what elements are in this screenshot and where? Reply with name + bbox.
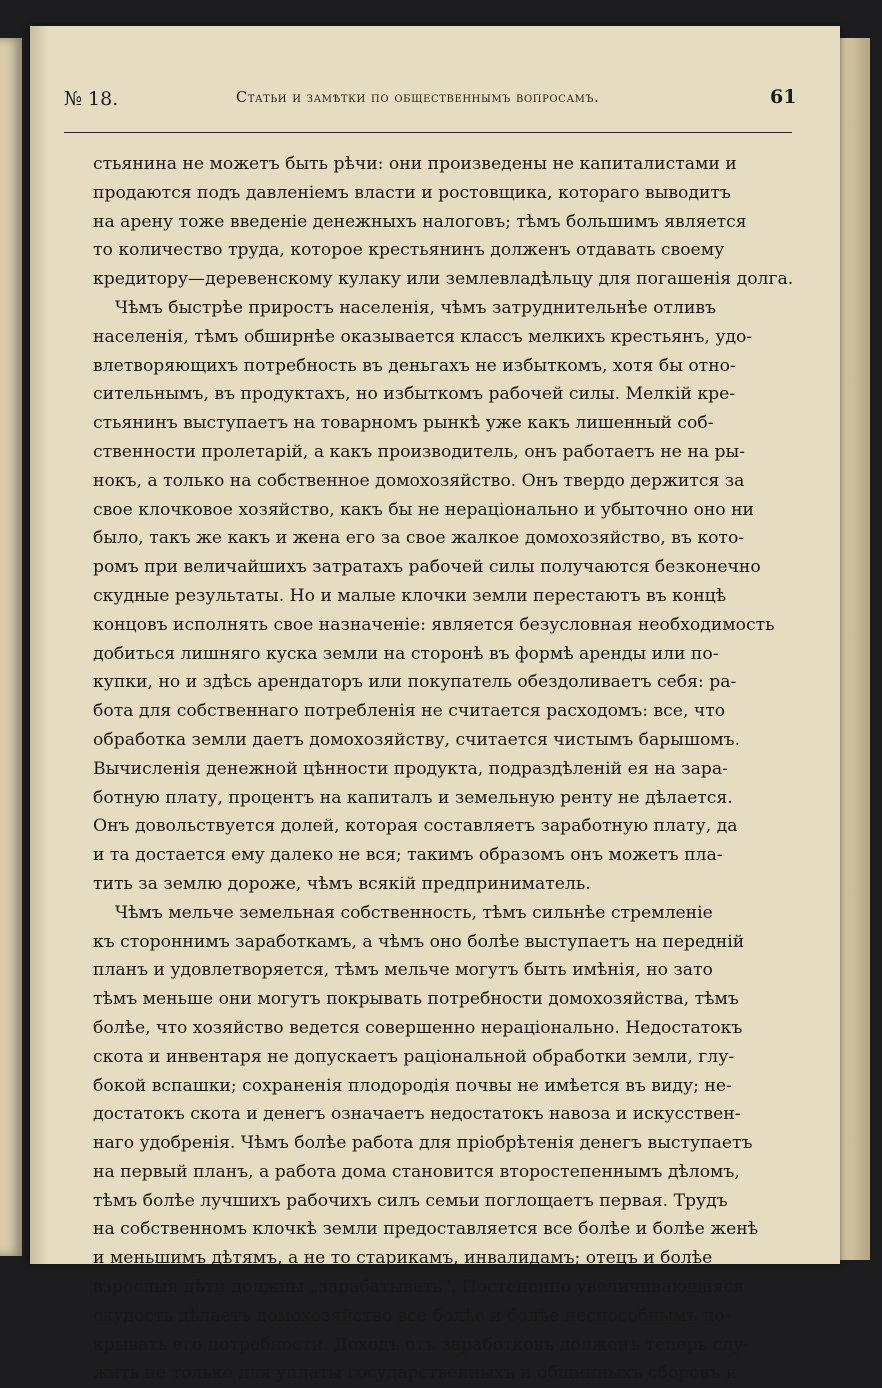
text-line: на первый планъ, а работа дома становится второстепеннымъ дѣломъ, [93,1161,740,1182]
text-line: нокъ, а только на собственное домохозяйство. Онъ твердо держится за [93,470,745,491]
header-rule [64,132,792,133]
text-line: планъ и удовлетворяется, тѣмъ мельче могутъ быть имѣнія, но зато [93,960,713,981]
text-line: кредитору—деревенскому кулаку или землевладѣльцу для погашенія долга. [93,269,794,290]
text-line: и меньшимъ дѣтямъ, а не то старикамъ, инвалидамъ; отецъ и болѣе [93,1248,713,1269]
text-line: населенія, тѣмъ обширнѣе оказывается классъ мелкихъ крестьянъ, удо- [93,326,753,347]
text-line: достатокъ скота и денегъ означаетъ недостатокъ навоза и искусствен- [93,1104,741,1125]
text-line: Вычисленія денежной цѣнности продукта, подраздѣленій ея на зара- [93,758,728,779]
running-header [64,84,797,114]
text-line: тѣмъ меньше они могутъ покрывать потребности домохозяйства, тѣмъ [93,989,739,1010]
book-page [30,26,840,1384]
text-line: Онъ довольствуется долей, которая составляетъ заработную плату, да [93,816,738,837]
text-line: обработка земли даетъ домохозяйству, считается чистымъ барышомъ. [93,729,741,750]
text-line: скудные результаты. Но и малые клочки земли перестаютъ въ концѣ [93,585,727,606]
text-line: продаются подъ давленіемъ власти и ростовщика, котораго выводитъ [93,182,731,203]
text-line: на собственномъ клочкѣ земли предоставляется все болѣе и болѣе женѣ [93,1219,759,1240]
text-line: купки, но и здѣсь арендаторъ или покупатель обездоливаетъ себя: ра- [93,672,737,693]
issue-number: № 18. [64,88,119,110]
text-line: болѣе, что хозяйство ведется совершенно нераціонально. Недостатокъ [93,1017,743,1038]
text-line: бокой вспашки; сохраненія плодородія почвы не имѣется въ виду; не- [93,1075,732,1096]
text-line: жить не только для уплаты государственныхъ и общинныхъ сборовъ и [93,1363,738,1384]
text-line: добиться лишняго куска земли на сторонѣ въ формѣ аренды или по- [93,643,719,664]
text-line: было, такъ же какъ и жена его за свое жалкое домохозяйство, въ кото- [93,528,745,549]
text-line: стьянинъ выступаетъ на товарномъ рынкѣ уже какъ лишенный соб- [93,413,714,434]
text-line: ботную плату, процентъ на капиталъ и земельную ренту не дѣлается. [93,787,733,808]
page-number: 61 [770,86,797,108]
text-line: на арену тоже введеніе денежныхъ налоговъ; тѣмъ большимъ является [93,211,747,232]
text-line: бота для собственнаго потребленія не считается расходомъ: все, что [93,701,726,722]
text-line: Чѣмъ быстрѣе приростъ населенія, чѣмъ затруднительнѣе отливъ [93,297,717,318]
text-line: концовъ исполнять свое назначеніе: является безусловная необходимость [93,614,775,635]
text-line: скота и инвентаря не допускаетъ раціональной обработки земли, глу- [93,1046,735,1067]
text-line: Чѣмъ мельче земельная собственность, тѣмъ сильнѣе стремленіе [93,902,713,923]
previous-page-edge [0,38,22,1256]
text-line: тить за землю дороже, чѣмъ всякій предприниматель. [93,873,591,894]
text-line: крывать его потребности. Доходъ отъ заработковъ долженъ теперь слу- [93,1334,749,1355]
text-line: къ стороннимъ заработкамъ, а чѣмъ оно болѣе выступаетъ на передній [93,931,745,952]
running-title: Статьи и замѣтки по общественнымъ вопросамъ. [236,90,600,106]
text-line: ромъ при величайшихъ затратахъ рабочей силы получаются безконечно [93,557,761,578]
text-line: ственности пролетарій, а какъ производитель, онъ работаетъ не на ры- [93,441,745,462]
text-line: свое клочковое хозяйство, какъ бы не нераціонально и убыточно оно ни [93,499,755,520]
text-line: и та достается ему далеко не вся; такимъ образомъ онъ можетъ пла- [93,845,723,866]
text-line: наго удобренія. Чѣмъ болѣе работа для пріобрѣтенія денегъ выступаетъ [93,1133,753,1154]
text-line: тѣмъ болѣе лучшихъ рабочихъ силъ семьи поглощаетъ первая. Трудъ [93,1190,728,1211]
body-text [93,150,793,1388]
text-line: стьянина не можетъ быть рѣчи: они произведены не капиталистами и [93,154,737,174]
text-line: влетворяющихъ потребность въ деньгахъ не избыткомъ, хотя бы отно- [93,355,736,376]
text-line: взрослыя дѣти должны „зарабатывать“. Постепенно увеличивающаяся [93,1277,745,1298]
text-line: сительнымъ, въ продуктахъ, но избыткомъ рабочей силы. Мелкій кре- [93,384,736,405]
text-line: то количество труда, которое крестьянинъ долженъ отдавать своему [93,240,725,261]
text-line: скудость дѣлаетъ домохозяйство все болѣе и болѣе неспособнымъ по- [93,1305,731,1326]
